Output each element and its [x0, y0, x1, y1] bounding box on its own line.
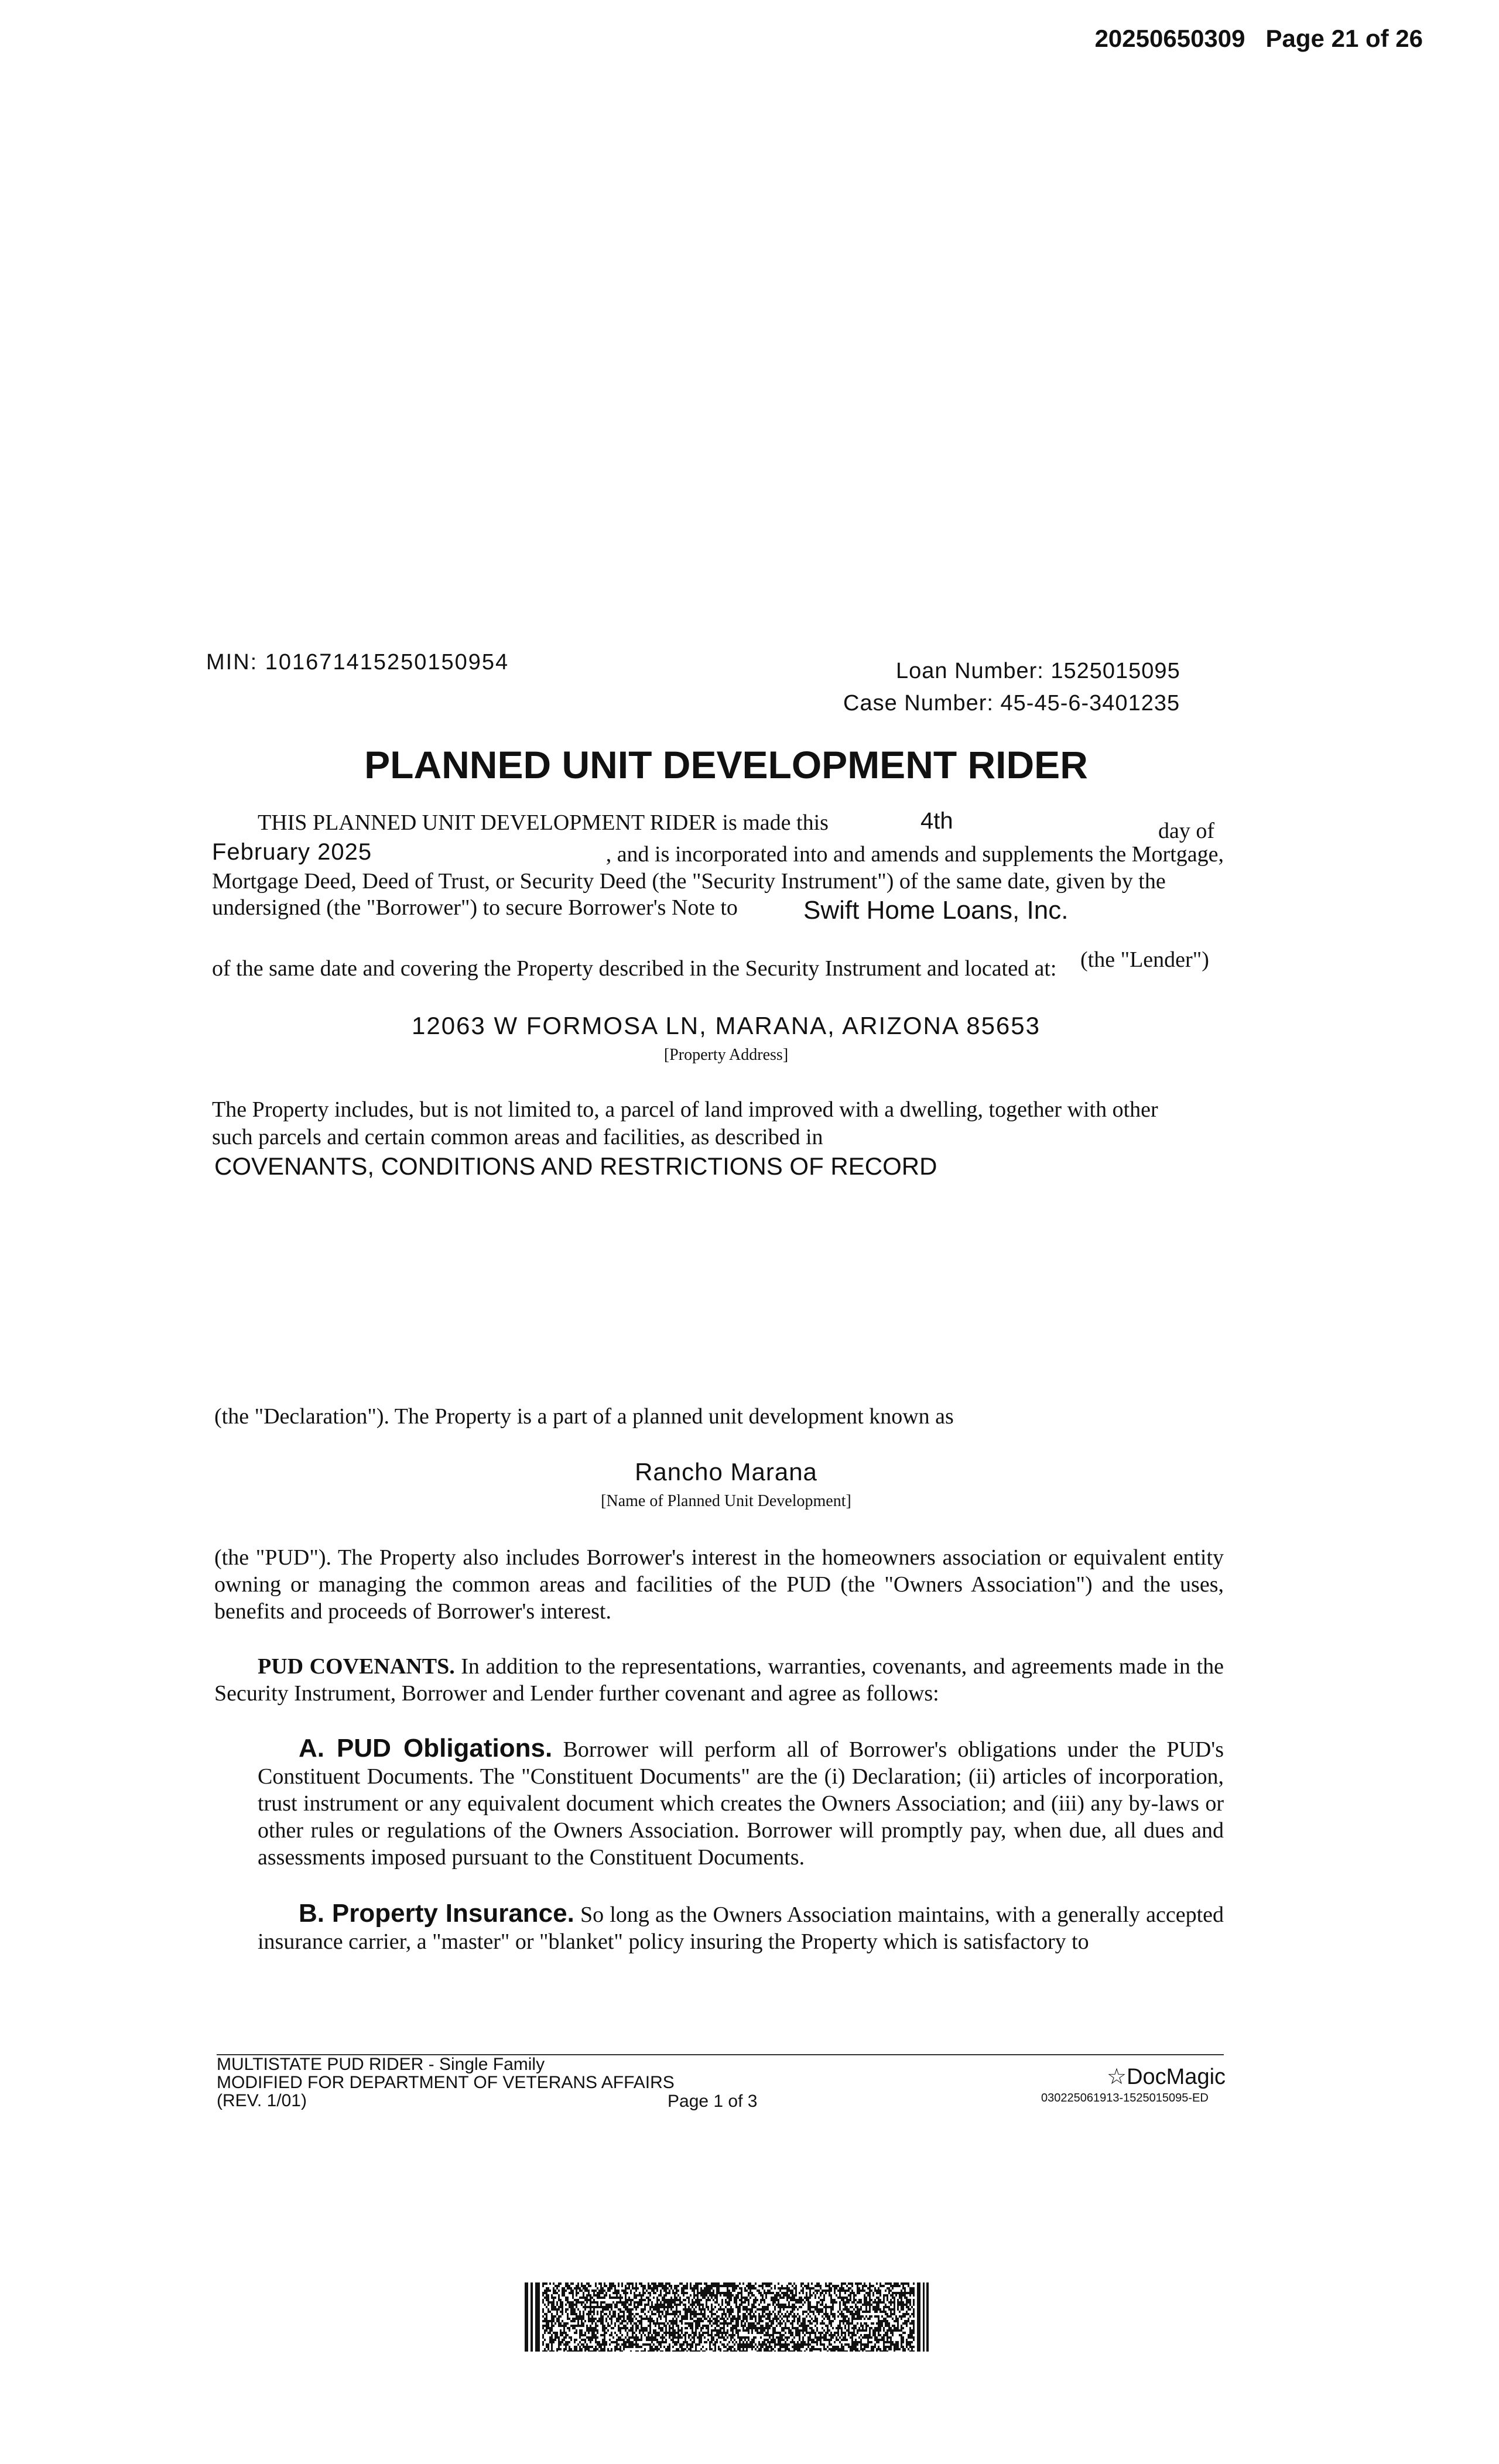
property-address-label: [Property Address] — [663, 1046, 789, 1064]
recording-page-number: Page 21 of 26 — [1265, 25, 1423, 52]
lender-name: Swift Home Loans, Inc. — [803, 896, 1069, 925]
loan-number: Loan Number: 1525015095 — [896, 659, 1180, 683]
pud-covenants-text: In addition to the representations, warranties, covenants, and agreements made in the Security Instrument, Borrower and Lender further covenant and agree as follows: — [214, 1654, 1224, 1706]
includes-line-2: such parcels and certain common areas and facilities, as described in — [212, 1125, 823, 1149]
document-title: PLANNED UNIT DEVELOPMENT RIDER — [364, 743, 1088, 786]
intro-line-3: Mortgage Deed, Deed of Trust, or Security Deed (the "Security Instrument") of the same date, given by the — [212, 869, 1166, 894]
pud-name-label: [Name of Planned Unit Development] — [601, 1492, 851, 1510]
pud-covenants-paragraph — [214, 1653, 1224, 1707]
intro-line-1: THIS PLANNED UNIT DEVELOPMENT RIDER is made this — [258, 810, 829, 835]
includes-line-1: The Property includes, but is not limited to, a parcel of land improved with a dwelling, together with other — [212, 1097, 1158, 1122]
pud-paragraph: (the "PUD"). The Property also includes Borrower's interest in the homeowners association or equivalent entity owning or managing the common areas and facilities of the PUD (the "Owners Association") and the uses, benefits and proceeds of Borrower's interest. — [214, 1545, 1224, 1624]
footer-form-line-3: (REV. 1/01) — [217, 2091, 307, 2110]
footer-page-number: Page 1 of 3 — [668, 2092, 758, 2111]
property-address: 12063 W FORMOSA LN, MARANA, ARIZONA 85653 — [411, 1012, 1041, 1039]
intro-line-5: of the same date and covering the Property described in the Security Instrument and located at: — [212, 956, 1057, 981]
footer-form-line-2: MODIFIED FOR DEPARTMENT OF VETERANS AFFAIRS — [217, 2073, 675, 2092]
declaration-line: (the "Declaration"). The Property is a part of a planned unit development known as — [214, 1404, 954, 1429]
docmagic-logo — [1107, 2063, 1226, 2090]
section-b-heading: B. Property Insurance. — [299, 1899, 574, 1928]
recording-header — [1095, 25, 1423, 53]
section-a-text: Borrower will perform all of Borrower's obligations under the PUD's Constituent Documents. The "Constituent Documents" are the (i) Declaration; (ii) articles of incorporation, trust instrument or any equivalent document which creates the Owners Association; and (iii) any by-laws or other rules or regulations of the Owners Association. Borrower will promptly pay, when due, all dues and assessments imposed pursuant to the Constituent Documents. — [258, 1737, 1224, 1870]
rider-day: 4th — [920, 808, 953, 834]
day-of-text: day of — [1158, 819, 1215, 843]
declaration-name: COVENANTS, CONDITIONS AND RESTRICTIONS OF RECORD — [214, 1152, 937, 1180]
case-number: Case Number: 45-45-6-3401235 — [843, 691, 1180, 716]
min-number: MIN: 101671415250150954 — [206, 650, 509, 675]
barcode-image — [525, 2282, 929, 2352]
intro-line-2: , and is incorporated into and amends and supplements the Mortgage, — [605, 842, 1224, 867]
section-a — [258, 1735, 1224, 1871]
section-a-heading: A. PUD Obligations. — [299, 1734, 553, 1763]
pud-name: Rancho Marana — [635, 1458, 817, 1486]
recording-doc-number: 20250650309 — [1094, 25, 1245, 52]
footer-form-line-1: MULTISTATE PUD RIDER - Single Family — [217, 2055, 545, 2074]
docmagic-brand: DocMagic — [1127, 2065, 1226, 2089]
section-b-text: So long as the Owners Association maintains, with a generally accepted insurance carrier, a "master" or "blanket" policy insuring the Property which is satisfactory to — [258, 1902, 1224, 1954]
pud-covenants-heading: PUD COVENANTS. — [258, 1654, 455, 1679]
star-icon: ☆ — [1107, 2065, 1127, 2089]
footer-form-info — [217, 2055, 675, 2110]
lender-label: (the "Lender") — [1080, 947, 1209, 972]
section-b — [258, 1900, 1224, 1955]
intro-line-4: undersigned (the "Borrower") to secure Borrower's Note to — [212, 895, 738, 920]
rider-month-year: February 2025 — [212, 839, 372, 865]
footer-doc-code: 030225061913-1525015095-ED — [1041, 2092, 1209, 2104]
